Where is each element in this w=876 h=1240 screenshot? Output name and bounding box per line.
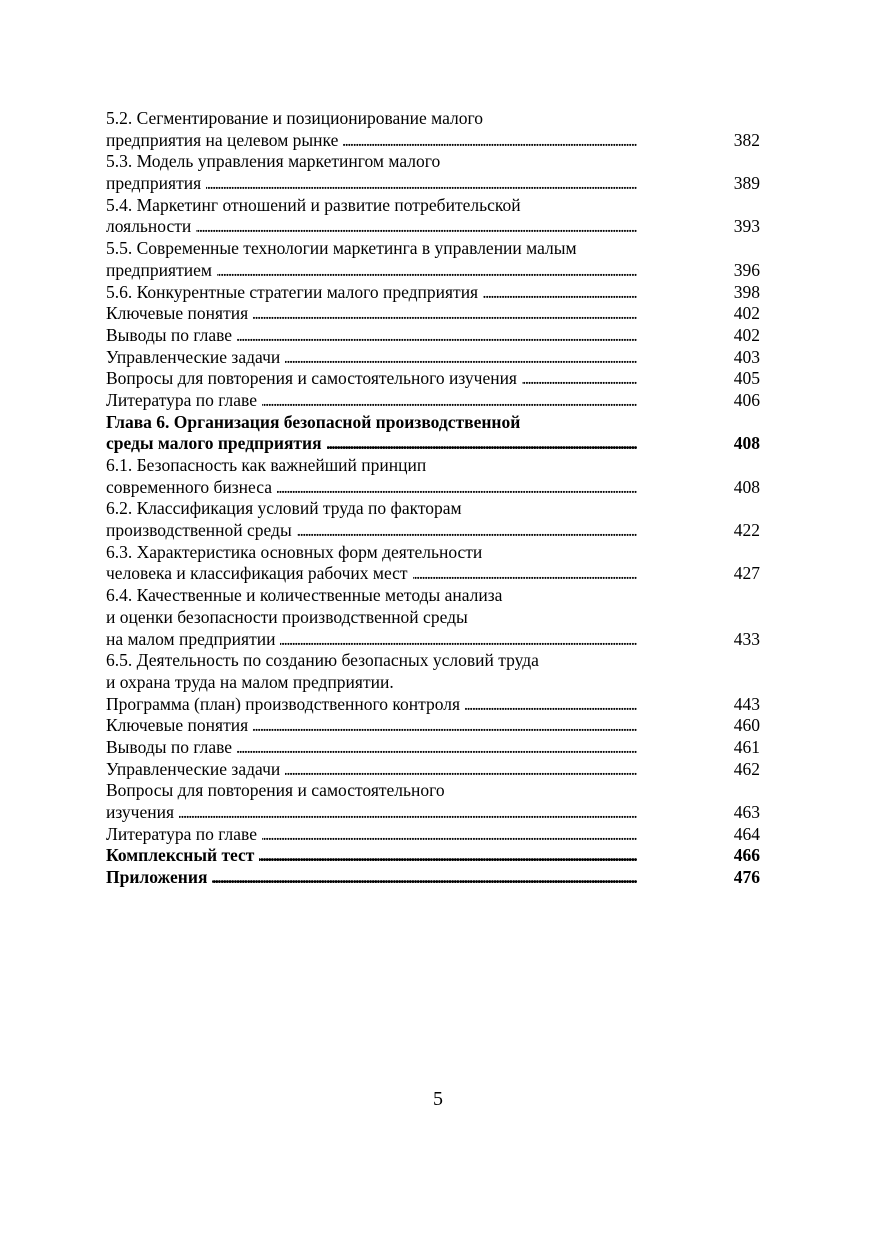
toc-entry-leader-line xyxy=(106,824,664,846)
toc-entry-title: Приложения xyxy=(106,867,212,887)
toc-entry-page-number: 405 xyxy=(733,368,760,389)
toc-entry-page-number: 402 xyxy=(733,324,760,345)
toc-entry xyxy=(106,780,766,823)
toc-entry xyxy=(106,390,766,412)
toc-entry-page-number: 460 xyxy=(733,715,760,736)
toc-entry-page-number: 464 xyxy=(733,823,760,844)
toc-entry xyxy=(106,238,766,281)
page-number: 5 xyxy=(433,1088,443,1110)
toc-entry xyxy=(106,542,766,585)
toc-entry-title: Ключевые понятия xyxy=(106,715,253,735)
toc-entry xyxy=(106,867,766,889)
toc-entry-page-number: 402 xyxy=(733,303,760,324)
table-of-contents xyxy=(106,108,766,889)
toc-entry-title-line: 6.5. Деятельность по созданию безопасных условий труда xyxy=(106,650,539,671)
toc-entry-leader-line xyxy=(106,390,664,412)
toc-entry-page-number: 433 xyxy=(733,628,760,649)
toc-entry-page-number: 403 xyxy=(733,346,760,367)
toc-entry-leader-line xyxy=(106,715,664,737)
toc-entry-page-number: 408 xyxy=(733,476,760,497)
toc-entry-title: среды малого предприятия xyxy=(106,433,327,453)
toc-entry-page-number: 463 xyxy=(733,802,760,822)
toc-entry xyxy=(106,108,766,151)
toc-entry xyxy=(106,715,766,737)
toc-entry-page-number: 396 xyxy=(733,259,760,280)
toc-entry-page-number: 389 xyxy=(733,173,760,194)
toc-entry-title: лояльности xyxy=(106,216,196,236)
toc-entry-title: Выводы по главе xyxy=(106,325,237,345)
toc-entry-title: производственной среды xyxy=(106,520,297,540)
toc-entry xyxy=(106,759,766,781)
toc-entry xyxy=(106,368,766,390)
toc-entry-title: Комплексный тест xyxy=(106,845,259,865)
toc-entry-leader-line xyxy=(106,520,664,542)
toc-entry-title: Ключевые понятия xyxy=(106,303,253,323)
toc-entry-title: человека и классификация рабочих мест xyxy=(106,563,413,583)
toc-entry-leader-line xyxy=(106,282,664,304)
toc-entry-page-number: 422 xyxy=(733,520,760,541)
toc-entry-leader-line xyxy=(106,325,664,347)
toc-entry-title-line: 5.3. Модель управления маркетингом малого xyxy=(106,151,441,172)
toc-entry-leader-line xyxy=(106,477,664,499)
toc-entry-leader-line xyxy=(106,303,664,325)
toc-entry-leader-line xyxy=(106,130,664,152)
toc-entry-title-line: 5.4. Маркетинг отношений и развитие потребительской xyxy=(106,194,521,215)
toc-entry xyxy=(106,845,766,867)
toc-entry-page-number: 476 xyxy=(733,867,760,888)
toc-entry-leader-line xyxy=(106,433,664,455)
toc-entry xyxy=(106,282,766,304)
toc-entry-title: 5.6. Конкурентные стратегии малого предприятия xyxy=(106,282,483,302)
toc-entry xyxy=(106,498,766,541)
toc-entry-page-number: 382 xyxy=(733,129,760,150)
toc-entry-title-line: и охрана труда на малом предприятии. xyxy=(106,671,394,692)
toc-entry-page-number: 408 xyxy=(733,433,760,454)
toc-entry-title: Выводы по главе xyxy=(106,737,237,757)
toc-entry-title-line: Вопросы для повторения и самостоятельного xyxy=(106,780,445,801)
toc-entry xyxy=(106,585,766,650)
toc-entry-page-number: 398 xyxy=(733,281,760,302)
toc-entry-title: изучения xyxy=(106,802,179,822)
toc-entry-title: предприятия на целевом рынке xyxy=(106,130,343,150)
toc-entry-leader-line xyxy=(106,694,664,716)
toc-entry-leader-line xyxy=(106,173,664,195)
toc-entry-title-line: и оценки безопасности производственной среды xyxy=(106,606,468,627)
toc-entry-leader-line xyxy=(106,759,664,781)
toc-entry-title-line: 6.2. Классификация условий труда по факторам xyxy=(106,498,462,519)
toc-entry-title: Программа (план) производственного контроля xyxy=(106,694,465,714)
toc-entry-leader-line xyxy=(106,216,664,238)
toc-entry xyxy=(106,151,766,194)
toc-entry-leader-line xyxy=(106,347,664,369)
toc-entry-page-number: 427 xyxy=(733,563,760,584)
toc-entry-title-line: 6.4. Качественные и количественные методы анализа xyxy=(106,585,503,606)
toc-entry-title-line: 5.2. Сегментирование и позиционирование малого xyxy=(106,108,483,128)
toc-entry-title: современного бизнеса xyxy=(106,477,277,497)
toc-entry xyxy=(106,412,766,455)
toc-entry-title: предприятием xyxy=(106,260,217,280)
toc-entry-title-line: Глава 6. Организация безопасной производственной xyxy=(106,411,521,432)
toc-entry xyxy=(106,303,766,325)
toc-entry-page-number: 393 xyxy=(733,216,760,237)
toc-entry xyxy=(106,347,766,369)
toc-entry xyxy=(106,325,766,347)
toc-entry-title-line: 6.3. Характеристика основных форм деятельности xyxy=(106,541,483,562)
toc-entry-leader-line xyxy=(106,845,664,867)
toc-entry-title-line: 5.5. Современные технологии маркетинга в управлении малым xyxy=(106,238,577,259)
toc-entry-title: Вопросы для повторения и самостоятельного изучения xyxy=(106,368,522,388)
toc-entry-leader-line xyxy=(106,368,664,390)
toc-entry-title-line: 6.1. Безопасность как важнейший принцип xyxy=(106,455,427,475)
toc-entry-title: Литература по главе xyxy=(106,824,262,844)
toc-entry-leader-line xyxy=(106,260,664,282)
toc-entry-leader-line xyxy=(106,867,664,889)
toc-entry-page-number: 461 xyxy=(733,736,760,757)
toc-entry-page-number: 406 xyxy=(733,389,760,410)
toc-entry-leader-line xyxy=(106,802,664,824)
toc-entry-leader-line xyxy=(106,737,664,759)
toc-entry-title: Управленческие задачи xyxy=(106,759,285,779)
toc-entry-page-number: 443 xyxy=(733,693,760,714)
toc-entry-title: предприятия xyxy=(106,173,206,193)
toc-entry-page-number: 466 xyxy=(733,845,760,866)
toc-entry-title: Управленческие задачи xyxy=(106,347,285,367)
toc-entry-title: на малом предприятии xyxy=(106,629,280,649)
dot-leader xyxy=(106,802,664,824)
toc-entry xyxy=(106,737,766,759)
toc-entry xyxy=(106,455,766,498)
toc-entry xyxy=(106,195,766,238)
toc-entry xyxy=(106,824,766,846)
toc-entry-leader-line xyxy=(106,629,664,651)
toc-entry xyxy=(106,650,766,715)
toc-entry-title: Литература по главе xyxy=(106,390,262,410)
toc-entry-leader-line xyxy=(106,563,664,585)
toc-entry-page-number: 462 xyxy=(733,758,760,779)
